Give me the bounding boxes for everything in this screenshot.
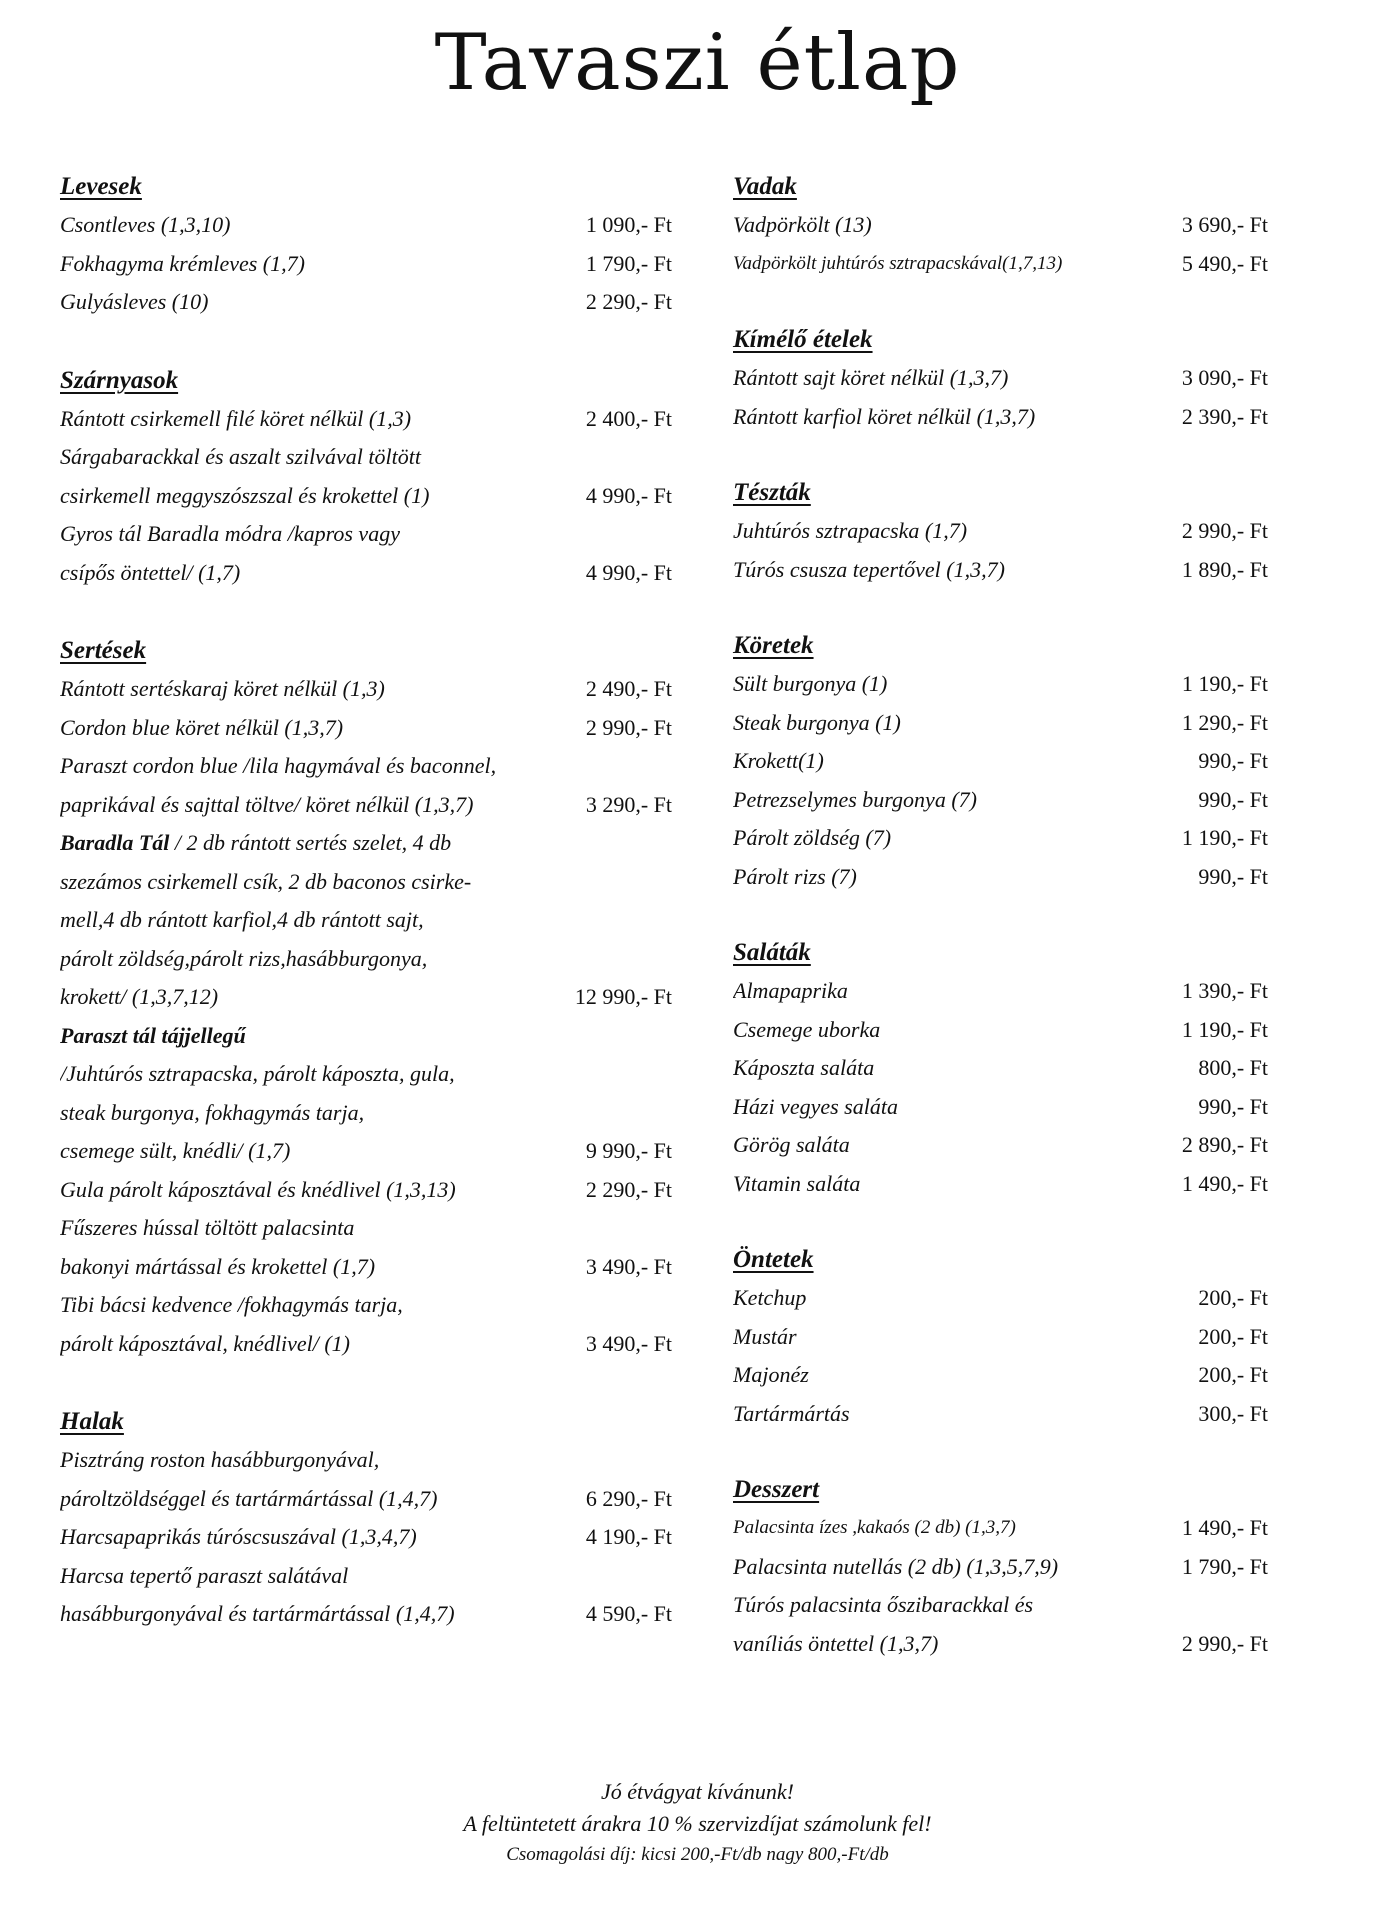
menu-item-line: Paraszt tál tájjellegű xyxy=(60,1022,246,1048)
menu-item-name xyxy=(60,1518,562,1557)
menu-item xyxy=(733,1126,1278,1165)
menu-item xyxy=(733,1548,1278,1587)
menu-item-line: Vadpörkölt (13) xyxy=(733,212,872,237)
menu-item xyxy=(733,858,1278,897)
menu-item-name xyxy=(60,1017,562,1171)
menu-item-name xyxy=(60,1557,562,1634)
menu-item xyxy=(733,742,1278,781)
menu-item-price: 1 890,- Ft xyxy=(1181,556,1268,582)
menu-item-price: 990,- Ft xyxy=(1198,863,1268,889)
menu-item-name xyxy=(733,819,1138,858)
menu-item-line: Káposzta saláta xyxy=(733,1055,875,1080)
menu-item-price: 2 990,- Ft xyxy=(1181,1630,1268,1656)
menu-item-line: Vitamin saláta xyxy=(733,1170,861,1196)
menu-section-levesek xyxy=(60,168,692,322)
menu-item-line: Petrezselymes burgonya (7) xyxy=(733,786,977,812)
menu-item-name xyxy=(733,1126,1138,1165)
menu-item-price: 200,- Ft xyxy=(1198,1285,1268,1310)
menu-item xyxy=(733,1356,1278,1395)
menu-item-price: 1 190,- Ft xyxy=(1181,825,1268,850)
menu-item-line: Fokhagyma krémleves (1,7) xyxy=(60,250,305,276)
menu-item xyxy=(733,819,1278,858)
menu-item-name xyxy=(733,245,1138,284)
menu-item xyxy=(733,704,1278,743)
section-gap xyxy=(733,1203,1278,1241)
menu-item xyxy=(60,438,692,515)
footer-service-charge: A feltüntetett árakra 10 % szervizdíjat számolunk fel! xyxy=(463,1811,932,1836)
menu-item-name xyxy=(733,742,1138,781)
menu-item-line: Vadpörkölt juhtúrós sztrapacskával(1,7,13) xyxy=(733,252,1063,274)
menu-item xyxy=(60,1441,692,1518)
menu-item xyxy=(60,670,692,709)
menu-item-price: 4 590,- Ft xyxy=(585,1601,672,1626)
menu-item xyxy=(733,1318,1278,1357)
menu-item xyxy=(60,400,692,439)
section-title: Szárnyasok xyxy=(60,366,179,394)
menu-section-halak xyxy=(60,1403,692,1634)
menu-item xyxy=(60,1518,692,1557)
menu-item-price: 3 490,- Ft xyxy=(585,1330,672,1356)
menu-item-line: krokett/ (1,3,7,12) xyxy=(60,984,219,1009)
menu-item xyxy=(733,1165,1278,1204)
menu-item-line: Mustár xyxy=(733,1323,797,1349)
menu-section-vadak xyxy=(733,168,1278,283)
menu-item-line: Párolt rizs (7) xyxy=(733,863,857,889)
menu-item-price: 4 990,- Ft xyxy=(585,559,672,585)
menu-item-line: Gulyásleves (10) xyxy=(60,289,209,314)
section-gap xyxy=(733,589,1278,627)
footer-packaging-fee: Csomagolási díj: kicsi 200,-Ft/db nagy 800,-Ft/db xyxy=(506,1844,889,1865)
menu-section-tesztak xyxy=(733,474,1278,589)
menu-item-price: 2 490,- Ft xyxy=(585,676,672,701)
menu-item-line: csemege sült, knédli/ (1,7) xyxy=(60,1138,291,1163)
menu-item-name xyxy=(733,1049,1138,1088)
menu-item-name xyxy=(60,400,562,439)
menu-item-line: Pisztráng roston hasábburgonyával, xyxy=(60,1447,380,1472)
menu-section-ontetek xyxy=(733,1241,1278,1433)
menu-item-line: hasábburgonyával és tartármártással (1,4,7) xyxy=(60,1601,455,1626)
menu-item-price: 2 990,- Ft xyxy=(585,714,672,740)
menu-item-name xyxy=(60,1441,562,1518)
menu-item-name xyxy=(733,1548,1138,1587)
section-title: Desszert xyxy=(733,1476,820,1503)
menu-item-name xyxy=(60,283,562,322)
menu-item-name xyxy=(60,206,562,245)
section-gap xyxy=(60,1363,692,1403)
menu-item-price: 990,- Ft xyxy=(1198,786,1268,812)
menu-item xyxy=(733,972,1278,1011)
section-title: Saláták xyxy=(733,939,811,966)
menu-item-name xyxy=(60,824,562,1017)
menu-item-line: Krokett(1) xyxy=(733,748,824,773)
menu-item-line: Házi vegyes saláta xyxy=(733,1093,898,1119)
section-gap xyxy=(733,1433,1278,1471)
menu-item-price: 2 290,- Ft xyxy=(585,1176,672,1202)
menu-item-price: 3 090,- Ft xyxy=(1181,365,1268,390)
menu-item-price: 2 990,- Ft xyxy=(1181,518,1268,543)
menu-item-name xyxy=(60,245,562,284)
menu-item-line: csípős öntettel/ (1,7) xyxy=(60,559,241,585)
menu-item-line: Sült burgonya (1) xyxy=(733,671,888,696)
menu-item xyxy=(733,1509,1278,1548)
menu-item xyxy=(733,1088,1278,1127)
menu-item-price: 990,- Ft xyxy=(1198,748,1268,773)
menu-item-price: 1 190,- Ft xyxy=(1181,671,1268,696)
menu-item xyxy=(60,747,692,824)
menu-item-price: 3 490,- Ft xyxy=(585,1253,672,1279)
menu-item-name xyxy=(60,747,562,824)
section-title: Kímélő ételek xyxy=(733,326,873,353)
menu-item-price: 4 990,- Ft xyxy=(585,482,672,508)
menu-section-sertesek xyxy=(60,632,692,1363)
menu-item-price: 1 490,- Ft xyxy=(1181,1170,1268,1196)
menu-item-price: 200,- Ft xyxy=(1198,1323,1268,1349)
menu-item-line: Párolt zöldség (7) xyxy=(733,825,892,850)
menu-section-salatak xyxy=(733,934,1278,1203)
menu-item-price: 3 690,- Ft xyxy=(1181,212,1268,237)
menu-item-name xyxy=(733,512,1138,551)
footer-greeting: Jó étvágyat kívánunk! xyxy=(600,1779,794,1804)
menu-item-name xyxy=(733,781,1138,820)
menu-item-line: Harcsa tepertő paraszt salátával xyxy=(60,1562,349,1588)
menu-item-price: 2 890,- Ft xyxy=(1181,1132,1268,1157)
footer xyxy=(0,1776,1395,1870)
section-gap xyxy=(733,436,1278,474)
menu-item-line: Majonéz xyxy=(733,1362,809,1387)
menu-item-name xyxy=(60,438,562,515)
menu-item-name xyxy=(60,670,562,709)
menu-item-line: Tartármártás xyxy=(733,1400,850,1426)
menu-item-name xyxy=(733,972,1138,1011)
menu-item xyxy=(733,1011,1278,1050)
menu-item xyxy=(60,515,692,592)
section-title: Vadak xyxy=(733,173,797,200)
menu-item-name xyxy=(733,206,1138,245)
menu-item-line: Gula párolt káposztával és knédlivel (1,3,13) xyxy=(60,1176,456,1202)
menu-item xyxy=(60,283,692,322)
section-gap xyxy=(733,283,1278,321)
menu-item-name xyxy=(733,1356,1138,1395)
menu-item-price: 1 090,- Ft xyxy=(585,212,672,237)
menu-item-price: 1 490,- Ft xyxy=(1181,1515,1268,1540)
menu-item xyxy=(733,1279,1278,1318)
menu-item-line: paprikával és sajttal töltve/ köret nélkül (1,3,7) xyxy=(60,791,474,817)
menu-item xyxy=(60,206,692,245)
menu-item-line: Gyros tál Baradla módra /kapros vagy xyxy=(60,521,400,546)
menu-item xyxy=(733,512,1278,551)
menu-section-kimelo-etelek xyxy=(733,321,1278,436)
menu-item-name xyxy=(733,858,1138,897)
menu-item-name xyxy=(733,1586,1138,1663)
menu-item-name xyxy=(733,665,1138,704)
menu-section-koretek xyxy=(733,627,1278,896)
menu-item-line: Palacsinta nutellás (2 db) (1,3,5,7,9) xyxy=(733,1553,1059,1579)
menu-item-name xyxy=(733,1088,1138,1127)
menu-item-line: csirkemell meggyszószszal és krokettel (1) xyxy=(60,482,430,508)
menu-item xyxy=(733,665,1278,704)
menu-item-line: Fűszeres hússal töltött palacsinta xyxy=(60,1215,355,1240)
menu-item xyxy=(733,551,1278,590)
menu-item-price: 2 390,- Ft xyxy=(1181,403,1268,429)
menu-item-line: Tibi bácsi kedvence /fokhagymás tarja, xyxy=(60,1292,403,1317)
menu-item-line: mell,4 db rántott karfiol,4 db rántott sajt, xyxy=(60,907,424,932)
menu-section-desszert xyxy=(733,1471,1278,1663)
menu-item xyxy=(60,1557,692,1634)
menu-item-name xyxy=(733,1509,1138,1548)
menu-item-price: 200,- Ft xyxy=(1198,1362,1268,1387)
section-title: Tészták xyxy=(733,479,811,506)
menu-item-price: 4 190,- Ft xyxy=(585,1524,672,1549)
menu-item-name xyxy=(733,359,1138,398)
menu-item-line: Túrós csusza tepertővel (1,3,7) xyxy=(733,556,1005,582)
section-title: Sertések xyxy=(60,637,147,664)
menu-item-price: 1 790,- Ft xyxy=(1181,1553,1268,1579)
menu-item-line: vaníliás öntettel (1,3,7) xyxy=(733,1630,939,1656)
menu-item-name xyxy=(733,704,1138,743)
menu-item-line: Juhtúrós sztrapacska (1,7) xyxy=(733,518,968,543)
menu-item-line: steak burgonya, fokhagymás tarja, xyxy=(60,1099,365,1125)
menu-item-line: pároltzöldséggel és tartármártással (1,4,7) xyxy=(60,1485,438,1511)
menu-item xyxy=(60,1017,692,1171)
menu-item-name xyxy=(60,1171,562,1210)
menu-item-line: Rántott sertéskaraj köret nélkül (1,3) xyxy=(60,676,385,701)
menu-item-name xyxy=(733,1165,1138,1204)
menu-section-szarnyasok xyxy=(60,362,692,593)
menu-item-line: Baradla Tál / 2 db rántott sertés szelet, 4 db xyxy=(60,830,452,855)
right-column xyxy=(733,168,1278,1663)
menu-item-line: párolt zöldség,párolt rizs,hasábburgonya, xyxy=(60,945,428,971)
menu-item xyxy=(60,709,692,748)
menu-item-line: Steak burgonya (1) xyxy=(733,709,901,735)
section-title: Halak xyxy=(60,1408,124,1435)
section-gap xyxy=(60,592,692,632)
menu-item-price: 300,- Ft xyxy=(1198,1400,1268,1426)
menu-item xyxy=(733,1395,1278,1434)
menu-item xyxy=(60,245,692,284)
menu-item-price: 9 990,- Ft xyxy=(585,1138,672,1163)
menu-item-name xyxy=(60,1286,562,1363)
menu-item-name xyxy=(733,1318,1138,1357)
menu-item-name xyxy=(733,398,1138,437)
menu-item-price: 1 790,- Ft xyxy=(585,250,672,276)
menu-item-name xyxy=(60,1209,562,1286)
menu-item-line: Görög saláta xyxy=(733,1132,850,1157)
menu-item xyxy=(733,359,1278,398)
menu-item-line: Harcsapaprikás túróscsuszával (1,3,4,7) xyxy=(60,1524,417,1549)
menu-item xyxy=(733,1049,1278,1088)
menu-item-line: bakonyi mártással és krokettel (1,7) xyxy=(60,1253,376,1279)
menu-item xyxy=(733,245,1278,284)
menu-item-price: 1 290,- Ft xyxy=(1181,709,1268,735)
menu-item-line: Sárgabarackkal és aszalt szilvával töltött xyxy=(60,444,421,469)
menu-item-name xyxy=(60,515,562,592)
menu-item xyxy=(733,206,1278,245)
menu-item-line: /Juhtúrós sztrapacska, párolt káposzta, gula, xyxy=(60,1061,455,1086)
menu-item-line: párolt káposztával, knédlivel/ (1) xyxy=(60,1330,351,1356)
menu-item xyxy=(733,398,1278,437)
left-column xyxy=(60,168,692,1634)
menu-item-price: 990,- Ft xyxy=(1198,1093,1268,1119)
menu-item-price: 800,- Ft xyxy=(1198,1055,1268,1080)
menu-item-line: szezámos csirkemell csík, 2 db baconos csirke- xyxy=(60,868,472,894)
menu-item-price: 5 490,- Ft xyxy=(1181,250,1268,276)
menu-item-name xyxy=(733,1279,1138,1318)
menu-item xyxy=(60,1286,692,1363)
menu-item-name xyxy=(60,709,562,748)
menu-item-line: Palacsinta ízes ,kakaós (2 db) (1,3,7) xyxy=(733,1517,1016,1538)
menu-item-line: Rántott karfiol köret nélkül (1,3,7) xyxy=(733,403,1036,429)
page-title: Tavaszi étlap xyxy=(434,18,961,108)
section-title: Öntetek xyxy=(733,1246,814,1273)
menu-item-line: Túrós palacsinta őszibarackkal és xyxy=(733,1592,1034,1617)
menu-item-price: 1 190,- Ft xyxy=(1181,1016,1268,1042)
section-title: Köretek xyxy=(733,632,814,659)
menu-item-price: 12 990,- Ft xyxy=(574,984,672,1009)
menu-item-line: Rántott csirkemell filé köret nélkül (1,3) xyxy=(60,405,412,431)
menu-item-name xyxy=(733,551,1138,590)
menu-item xyxy=(60,1171,692,1210)
menu-item-name xyxy=(733,1011,1138,1050)
menu-item-highlight: Baradla Tál xyxy=(60,830,170,855)
menu-item xyxy=(60,824,692,1017)
menu-item-line: Ketchup xyxy=(733,1285,807,1310)
menu-item-price: 1 390,- Ft xyxy=(1181,978,1268,1003)
section-gap xyxy=(733,896,1278,934)
section-title: Levesek xyxy=(60,173,142,200)
menu-item-price: 2 400,- Ft xyxy=(585,405,672,431)
menu-item-price: 6 290,- Ft xyxy=(585,1485,672,1511)
menu-item-price: 2 290,- Ft xyxy=(585,289,672,314)
menu-item-line: Cordon blue köret nélkül (1,3,7) xyxy=(60,714,344,740)
menu-item-line: Rántott sajt köret nélkül (1,3,7) xyxy=(733,365,1009,390)
menu-item-line: Almapaprika xyxy=(733,978,848,1003)
menu-item xyxy=(733,781,1278,820)
menu-item xyxy=(60,1209,692,1286)
menu-item-line: Csontleves (1,3,10) xyxy=(60,212,231,237)
menu-item xyxy=(733,1586,1278,1663)
menu-item-price: 3 290,- Ft xyxy=(585,791,672,817)
section-gap xyxy=(60,322,692,362)
menu-item-line: Paraszt cordon blue /lila hagymával és baconnel, xyxy=(60,753,497,778)
menu-item-name xyxy=(733,1395,1138,1434)
menu-item-line: Csemege uborka xyxy=(733,1016,881,1042)
